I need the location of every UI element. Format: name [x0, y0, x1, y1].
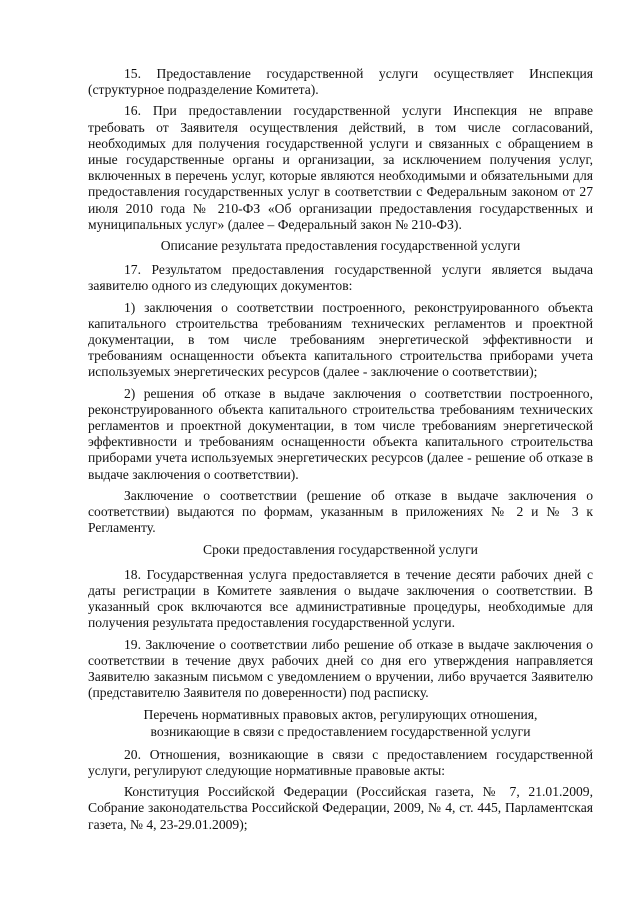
paragraph-15: 15. Предоставление государственной услуги осуществляет Инспекция (структурное подразделение Комитета). [88, 66, 593, 98]
paragraph-16: 16. При предоставлении государственной услуги Инспекция не вправе требовать от Заявителя осуществления действий, в том числе согласований, необходимых для получения государственной услуги и связанных с обращением в иные государственные органы и организации, за исключением получения услуг, включенных в перечень услуг, которые являются необходимыми и обязательными для предоставления государственных услуг в соответствии с Федеральным законом от 27 июля 2010 года № 210-ФЗ «Об организации предоставления государственных и муниципальных услуг» (далее – Федеральный закон № 210-ФЗ). [88, 103, 593, 232]
paragraph-19: 19. Заключение о соответствии либо решение об отказе в выдаче заключения о соответствии в течение двух рабочих дней со дня его утверждения направляется Заявителю заказным письмом с уведомлением о вручении, либо вручается Заявителю (представителю Заявителя по доверенности) под расписку. [88, 636, 593, 701]
paragraph-18: 18. Государственная услуга предоставляется в течение десяти рабочих дней с даты регистрации в Комитете заявления о выдаче заключения о соответствии. В указанный срок включаются все административные процедуры, необходимые для получения результата предоставления государственной услуги. [88, 566, 593, 631]
section-heading-acts-line-2: возникающие в связи с предоставлением государственной услуги [150, 723, 531, 739]
paragraph-17-item-1: 1) заключения о соответствии построенного, реконструированного объекта капитального строительства требованиям технических регламентов и проектной документации, в том числе требованиям энергетической эффективности и требованиям оснащенности объекта капитального строительства приборами учета используемых энергетических ресурсов (далее - заключение о соответствии); [88, 299, 593, 380]
section-heading-terms: Сроки предоставления государственной услуги [203, 542, 478, 558]
paragraph-17-item-2: 2) решения об отказе в выдаче заключения о соответствии построенного, реконструированного объекта капитального строительства требованиям технических регламентов и проектной документации, в том числе требованиям энергетической эффективности и требованиям оснащенности объекта капитального строительства приборами учета используемых энергетических ресурсов (далее - решение об отказе в выдаче заключения о соответствии). [88, 385, 593, 482]
section-heading-result: Описание результата предоставления государственной услуги [160, 238, 521, 254]
paragraph-17-forms: Заключение о соответствии (решение об отказе в выдаче заключения о соответствии) выдаются по формам, указанным в приложениях № 2 и № 3 к Регламенту. [88, 487, 593, 536]
section-heading-acts-line-1: Перечень нормативных правовых актов, регулирующих отношения, [143, 707, 538, 723]
paragraph-17: 17. Результатом предоставления государственной услуги является выдача заявителю одного из следующих документов: [88, 262, 593, 294]
section-heading-acts [88, 707, 593, 739]
paragraph-20-constitution: Конституция Российской Федерации (Российская газета, № 7, 21.01.2009, Собрание законодательства Российской Федерации, 2009, № 4, ст. 445, Парламентская газета, № 4, 23-29.01.2009); [88, 784, 593, 832]
paragraph-20: 20. Отношения, возникающие в связи с предоставлением государственной услуги, регулируют следующие нормативные правовые акты: [88, 746, 593, 778]
